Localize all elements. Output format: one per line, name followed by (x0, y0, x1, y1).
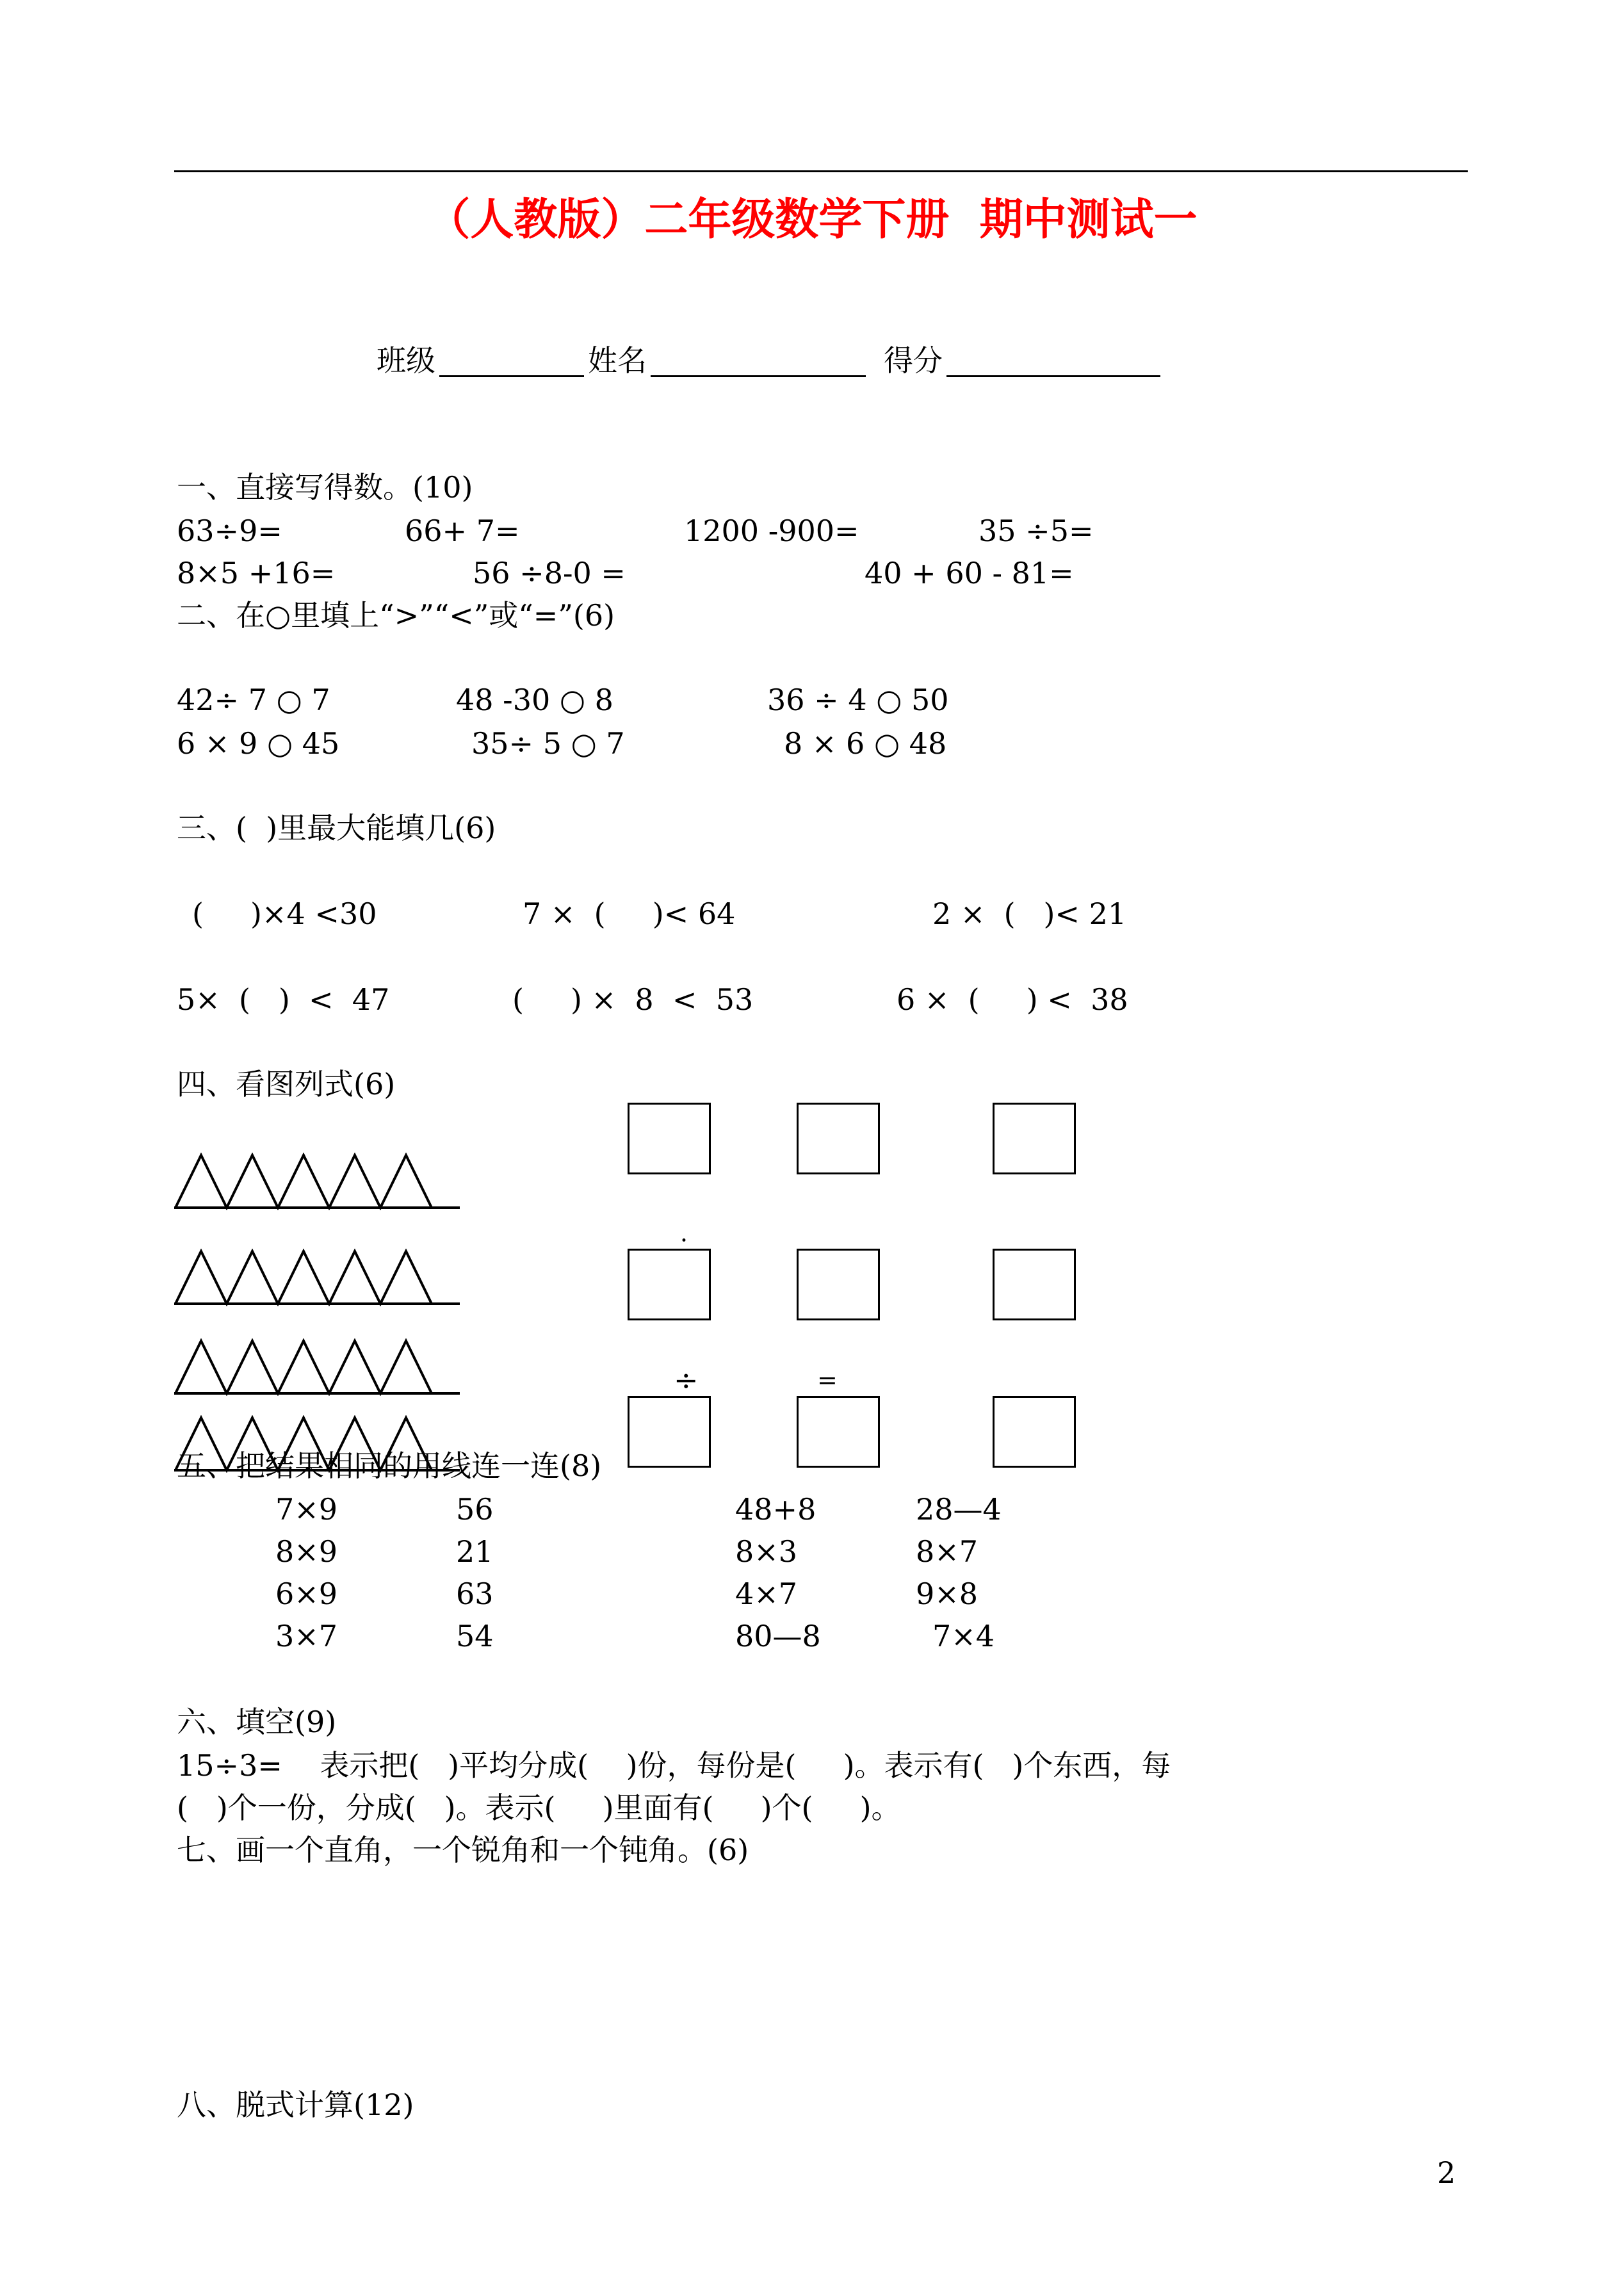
section-5-heading: 五、把结果相同的用线连一连(8) (177, 1448, 602, 1483)
s1-item: 8×5 +16= (177, 556, 336, 590)
s1-item: 35 ÷5= (978, 514, 1094, 548)
s5-col2: 63 (456, 1577, 494, 1611)
s1-item: 66+ 7= (405, 514, 520, 548)
triangle-row (173, 1338, 461, 1396)
top-rule (174, 170, 1468, 172)
dot-mark: · (680, 1226, 688, 1254)
s5-col3: 48+8 (735, 1492, 816, 1527)
s3-item: 2 × ( )< 21 (932, 896, 1127, 931)
s6-line: 15÷3= 表示把( )平均分成( )份，每份是( )。表示有( )个东西，每 (177, 1748, 1171, 1783)
s5-col2: 56 (456, 1492, 494, 1527)
s5-col4: 8×7 (916, 1534, 978, 1569)
answer-box[interactable] (628, 1103, 711, 1174)
s2-item: 42÷ 7 ○ 7 (177, 683, 330, 717)
answer-box[interactable] (797, 1396, 880, 1468)
class-blank[interactable] (439, 375, 584, 377)
s5-col1: 3×7 (275, 1619, 338, 1653)
divide-mark: ÷ (674, 1363, 699, 1397)
section-2-heading: 二、在○里填上“>”“<”或“=”(6) (177, 598, 615, 633)
s2-item: 8 × 6 ○ 48 (784, 726, 947, 761)
s1-item: 63÷9= (177, 514, 282, 548)
s3-item: 5× ( ) < 47 (177, 982, 390, 1017)
score-blank[interactable] (946, 375, 1160, 377)
s1-item: 56 ÷8-0 = (473, 556, 626, 590)
name-label: 姓名 (588, 343, 647, 378)
answer-box[interactable] (993, 1249, 1076, 1320)
s5-col4: 9×8 (916, 1577, 978, 1611)
equals-mark: = (817, 1366, 838, 1394)
answer-box[interactable] (993, 1396, 1076, 1468)
section-4-heading: 四、看图列式(6) (177, 1067, 396, 1101)
s5-col2: 54 (456, 1619, 494, 1653)
answer-box[interactable] (993, 1103, 1076, 1174)
s5-col4: 28—4 (916, 1492, 1002, 1527)
section-6-heading: 六、填空(9) (177, 1705, 337, 1739)
triangle-row (173, 1153, 461, 1210)
s5-col4: 7×4 (932, 1619, 995, 1653)
s5-col3: 8×3 (735, 1534, 798, 1569)
answer-box[interactable] (628, 1249, 711, 1320)
s2-item: 35÷ 5 ○ 7 (471, 726, 625, 761)
score-label: 得分 (884, 343, 943, 378)
s5-col3: 4×7 (735, 1577, 798, 1611)
answer-box[interactable] (628, 1396, 711, 1468)
s5-col1: 7×9 (275, 1492, 338, 1527)
answer-box[interactable] (797, 1103, 880, 1174)
s3-item: ( )×4 <30 (192, 896, 377, 931)
s3-item: 6 × ( ) < 38 (897, 982, 1128, 1017)
page-number: 2 (1437, 2155, 1456, 2190)
triangle-row (173, 1249, 461, 1306)
section-3-heading: 三、( )里最大能填几(6) (177, 811, 496, 845)
section-7-heading: 七、画一个直角，一个锐角和一个钝角。(6) (177, 1833, 749, 1867)
s2-item: 36 ÷ 4 ○ 50 (767, 683, 949, 717)
s2-item: 48 -30 ○ 8 (456, 683, 613, 717)
s3-item: ( ) × 8 < 53 (512, 982, 754, 1017)
s2-item: 6 × 9 ○ 45 (177, 726, 340, 761)
s5-col3: 80—8 (735, 1619, 821, 1653)
s3-item: 7 × ( )< 64 (523, 896, 736, 931)
s5-col1: 6×9 (275, 1577, 338, 1611)
page-title: （人教版）二年级数学下册 期中测试一 (426, 195, 1198, 245)
name-blank[interactable] (651, 375, 866, 377)
s1-item: 1200 -900= (684, 514, 859, 548)
class-label: 班级 (377, 343, 435, 378)
answer-box[interactable] (797, 1249, 880, 1320)
s5-col2: 21 (456, 1534, 494, 1569)
section-8-heading: 八、脱式计算(12) (177, 2088, 414, 2122)
section-1-heading: 一、直接写得数。(10) (177, 470, 473, 505)
s6-line: ( )个一份，分成( )。表示( )里面有( )个( )。 (177, 1790, 901, 1825)
s1-item: 40 + 60 - 81= (865, 556, 1074, 590)
s5-col1: 8×9 (275, 1534, 338, 1569)
